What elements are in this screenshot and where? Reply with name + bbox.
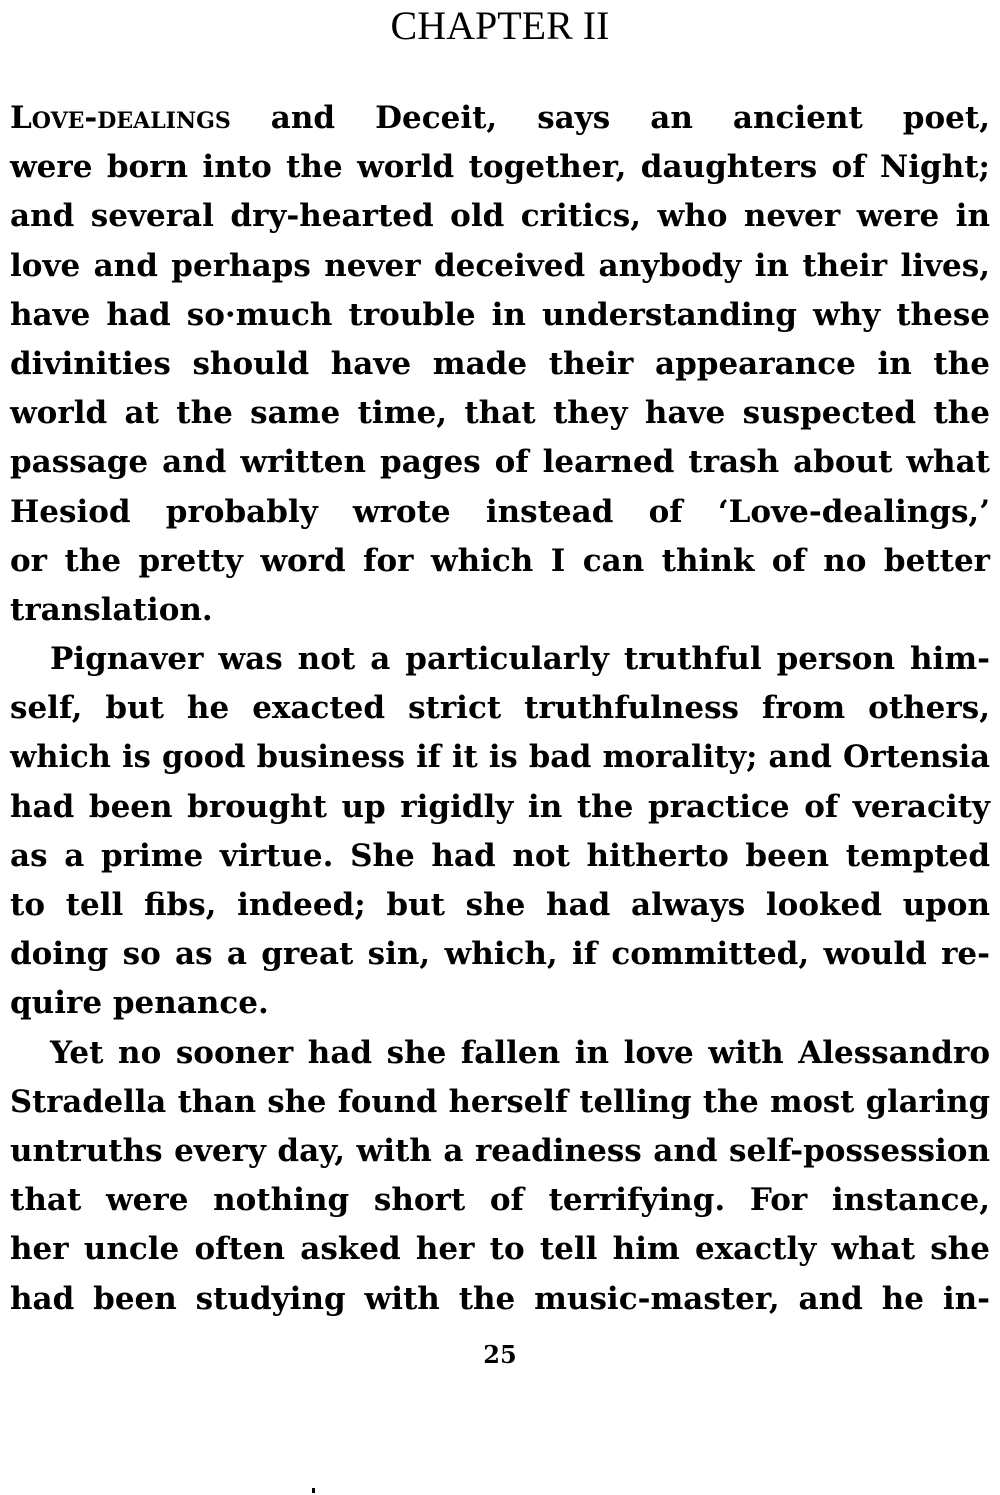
body-text (10, 94, 990, 1324)
text-line: were born into the world together, daughters of Night; (10, 149, 990, 186)
text-line: doing so as a great sin, which, if committed, would re- (10, 936, 990, 973)
text-line: as a prime virtue. She had not hitherto been tempted (10, 837, 990, 874)
chapter-heading: CHAPTER II (390, 3, 610, 48)
text-line: love and perhaps never deceived anybody in their lives, (10, 247, 990, 284)
text-line: translation. (10, 591, 213, 628)
text-line: world at the same time, that they have suspected the (10, 395, 990, 432)
text-line: had been studying with the music-master, and he in- (10, 1280, 990, 1317)
text-line: which is good business if it is bad morality; and Ortensia (10, 739, 990, 776)
small-caps-lead: Love-dealings (10, 100, 231, 136)
text-line: had been brought up rigidly in the practice of veracity (10, 788, 990, 825)
text-line: Love-dealings and Deceit, says an ancient poet, (10, 100, 990, 136)
print-speck (312, 1488, 315, 1493)
text-line: to tell fibs, indeed; but she had always looked upon (10, 887, 990, 923)
text-line: quire penance. (10, 985, 269, 1022)
text-line: Pignaver was not a particularly truthful person him- (50, 641, 990, 678)
text-line: Stradella than she found herself telling the most glaring (10, 1083, 990, 1120)
text-line: untruths every day, with a readiness and self-possession (10, 1132, 990, 1169)
text-line: have had so·much trouble in understanding why these (10, 296, 990, 333)
text-line: that were nothing short of terrifying. For instance, (10, 1182, 990, 1219)
text-line: her uncle often asked her to tell him exactly what she (10, 1231, 990, 1268)
text-line: divinities should have made their appearance in the (10, 345, 990, 382)
text-line: passage and written pages of learned trash about what (10, 444, 990, 481)
text-line: Yet no sooner had she fallen in love with Alessandro (50, 1034, 990, 1071)
text-line: or the pretty word for which I can think of no better (10, 542, 990, 579)
text-line: and several dry-hearted old critics, who never were in (10, 198, 990, 235)
text-line: Hesiod probably wrote instead of ‘Love-dealings,’ (10, 493, 990, 530)
text-line: self, but he exacted strict truthfulness from others, (10, 690, 990, 727)
page-number: 25 (483, 1340, 517, 1369)
